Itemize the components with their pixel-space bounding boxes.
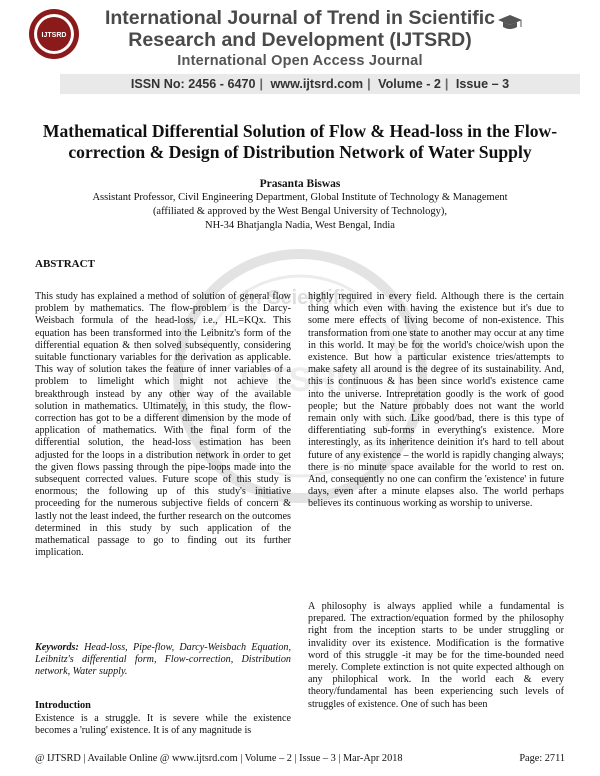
- affiliation-line1: Assistant Professor, Civil Engineering Department, Global Institute of Technology & Management: [92, 192, 508, 203]
- introduction-heading: Introduction: [35, 700, 91, 711]
- keywords-label: Keywords:: [35, 642, 79, 653]
- journal-name-line1: International Journal of Trend in Scientific: [104, 7, 496, 29]
- abstract-body: This study has explained a method of solution of general flow problem by mathematics. The flow-problem is the Darcy-Weisbach formula of the head-loss, i.e., HL=KQx. This equation has been transformed into the Leibnitz's form of the differential equation & then solved subsequently, considering suitable functionary variables for the derivation as applicable. This way of solution takes the feature of inner variables of a problem to limelight which might not achieve the breakthrough instead by any other way of the available solution in mathematics. Ultimately, in this study, the flow-correction has got to be a different dimension by the mode of application of mathematics. With the final form of the differential solution, the head-loss estimation has been adjusted for the loops in a distribution network in order to get the given flows passing through the pipe-loops made into the subsequent corrected values. Future scope of this study is enormous; the following up of this study's initiative proceeding for the numerous subjective fields of concern & lastly not the least indeed, the further research on the outcomes determined in this study by such application of the mathematical passage to go to finding out its further implication.: [35, 291, 291, 559]
- affiliation-line3: NH-34 Bhatjangla Nadia, West Bengal, India: [205, 220, 395, 231]
- affiliation-line2: (affiliated & approved by the West Bengal University of Technology),: [152, 206, 448, 217]
- issn-number: ISSN No: 2456 - 6470: [130, 77, 256, 91]
- volume-label: Volume - 2: [378, 77, 441, 91]
- journal-subtitle: International Open Access Journal: [177, 53, 423, 69]
- keywords: [35, 642, 291, 679]
- issue-label: Issue – 3: [455, 77, 510, 91]
- page-number: Page: 2711: [519, 753, 565, 764]
- issn-bar: ISSN No: 2456 - 6470 | www.ijtsrd.com | Volume - 2 | Issue – 3: [60, 74, 580, 94]
- journal-site-link[interactable]: www.ijtsrd.com: [270, 77, 364, 91]
- journal-header: [0, 0, 600, 98]
- keywords-list: Head-loss, Pipe-flow, Darcy-Weisbach Equation, Leibnitz's differential form, Flow-correction, Distribution network, Water supply.: [35, 642, 291, 678]
- watermark-text-bottom: IJTSRD: [239, 361, 361, 399]
- abstract-heading: ABSTRACT: [35, 258, 95, 270]
- introduction-body: Existence is a struggle. It is severe while the existence becomes a 'ruling' existence. It is of any magnitude is: [35, 713, 291, 737]
- paper-title: Mathematical Differential Solution of Flow & Head-loss in the Flow-correction & Design of Distribution Network of Water Supply: [42, 121, 558, 162]
- footer-citation: @ IJTSRD | Available Online @ www.ijtsrd.com | Volume – 2 | Issue – 3 | Mar-Apr 2018: [35, 753, 403, 764]
- right-column-para2: A philosophy is always applied while a fundamental is prepared. The extraction/equation formed by the philosophy right from the inception starts to be under struggling or invalidity over its existence. Modification is the formative word of this struggle -it may be for the time-bounded need merely. Complete extinction is not quite expected although on any philophical work. In the world each & every theory/fundamental has been experiencing such levels of struggles of existence. One of such has been: [308, 601, 564, 710]
- journal-name-line2: Research and Development (IJTSRD): [128, 29, 472, 51]
- svg-text:IJTSRD: IJTSRD: [41, 32, 67, 39]
- watermark-text-top: In Scientific: [243, 287, 357, 309]
- right-column-para1: highly required in every field. Although there is the certain thing which even with having the existence but it's due to some mere effects of living become of non-existence. This transformation from one state to another may occur at any time in this world. It may be for the world's choice/wish upon the existence. But how a particular existence tries/attempts to make safety all around is the degree of its sustainability. And, this is continuous & has been since world's existence came into the universe. Intrepretation goodly is the work of good people; but the Nature probably does not want the world remain only with such. Like good/bad, there is this type of differentiating sub-forms in everything's existence. More interestingly, as its inheritence deinition it's hard to tell about future of any existence – the world is rapidly changing always; there is no minute space available for the world to rest on. And, consequently no one can confirm the 'existence' in future days, even after a minute elapses also. The world perhaps believes its continuous working as worship to universe.: [308, 291, 564, 510]
- author-name: Prasanta Biswas: [259, 178, 341, 190]
